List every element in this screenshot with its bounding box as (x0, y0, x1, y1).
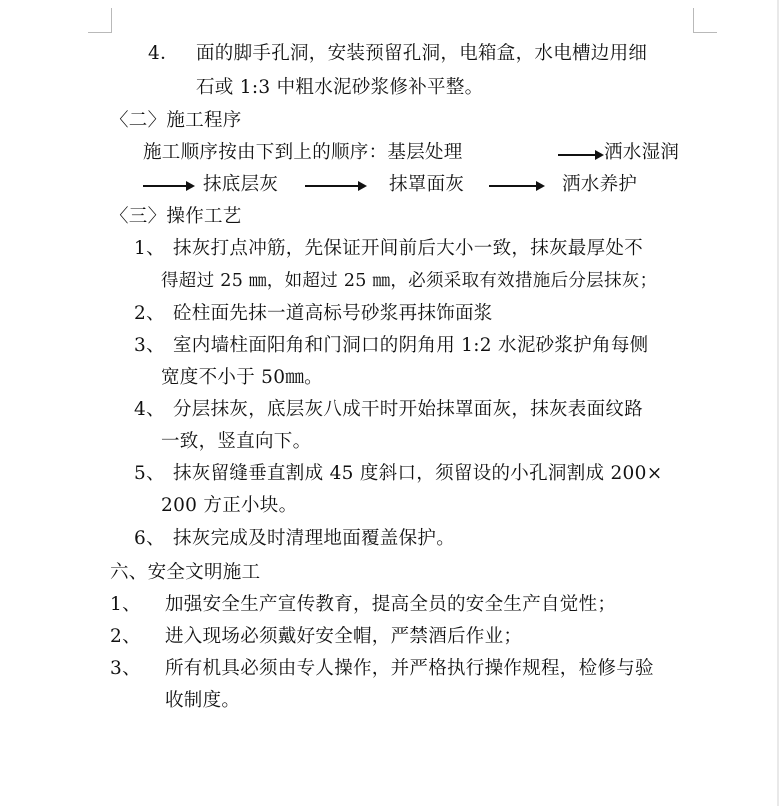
arrow-icon (558, 150, 604, 160)
safety-1-number: 1、 (110, 594, 141, 615)
arrow-icon (143, 181, 195, 191)
crop-mark-top-left-vertical (111, 8, 112, 33)
safety-3-line-2: 收制度。 (165, 690, 241, 711)
crop-mark-top-left (88, 32, 112, 33)
op-3-number: 3、 (134, 335, 165, 356)
op-1-line-2: 得超过 25 ㎜，如超过 25 ㎜，必须采取有效措施后分层抹灰； (161, 271, 658, 291)
crop-mark-top-right (693, 32, 717, 33)
sequence-step-cure: 洒水养护 (562, 174, 638, 195)
op-3-line-1: 室内墙柱面阳角和门洞口的阴角用 1:2 水泥砂浆护角每侧 (173, 335, 649, 356)
sequence-step-base: 抹底层灰 (203, 174, 279, 195)
sequence-step-wet: 洒水湿润 (604, 142, 680, 163)
safety-2-number: 2、 (110, 626, 141, 647)
item-4-line-2: 石或 1:3 中粗水泥砂浆修补平整。 (196, 77, 484, 98)
item-4-number: 4． (148, 43, 179, 64)
op-5-number: 5、 (134, 463, 165, 484)
op-6-number: 6、 (134, 528, 165, 549)
op-1-line-1: 抹灰打点冲筋，先保证开间前后大小一致，抹灰最厚处不 (173, 238, 644, 259)
op-6-line-1: 抹灰完成及时清理地面覆盖保护。 (173, 528, 456, 549)
op-4-line-1: 分层抹灰，底层灰八成干时开始抹罩面灰，抹灰表面纹路 (173, 399, 644, 420)
safety-3-number: 3、 (110, 658, 141, 679)
op-2-line-1: 砼柱面先抹一道高标号砂浆再抹饰面浆 (173, 303, 493, 324)
crop-mark-top-right-vertical (693, 8, 694, 33)
sequence-step-cover: 抹罩面灰 (389, 174, 465, 195)
arrow-icon (489, 181, 545, 191)
op-5-line-2: 200 方正小块。 (161, 495, 298, 516)
section-3-heading: 〈三〉操作工艺 (110, 206, 242, 227)
safety-1-line-1: 加强安全生产宣传教育，提高全员的安全生产自觉性； (165, 594, 617, 615)
op-4-number: 4、 (134, 399, 165, 420)
op-4-line-2: 一致，竖直向下。 (161, 431, 312, 452)
op-1-number: 1、 (134, 238, 165, 259)
op-5-line-1: 抹灰留缝垂直割成 45 度斜口，须留设的小孔洞割成 200× (173, 463, 663, 484)
safety-2-line-1: 进入现场必须戴好安全帽，严禁酒后作业； (165, 626, 523, 647)
item-4-line-1: 面的脚手孔洞，安装预留孔洞，电箱盒，水电槽边用细 (196, 43, 648, 64)
safety-3-line-1: 所有机具必须由专人操作，并严格执行操作规程，检修与验 (165, 658, 654, 679)
section-6-heading: 六、安全文明施工 (110, 562, 261, 583)
sequence-intro: 施工顺序按由下到上的顺序：基层处理 (143, 142, 463, 163)
op-2-number: 2、 (134, 303, 165, 324)
op-3-line-2: 宽度不小于 50㎜。 (161, 367, 323, 388)
section-2-heading: 〈二〉施工程序 (110, 110, 242, 131)
arrow-icon (305, 181, 367, 191)
